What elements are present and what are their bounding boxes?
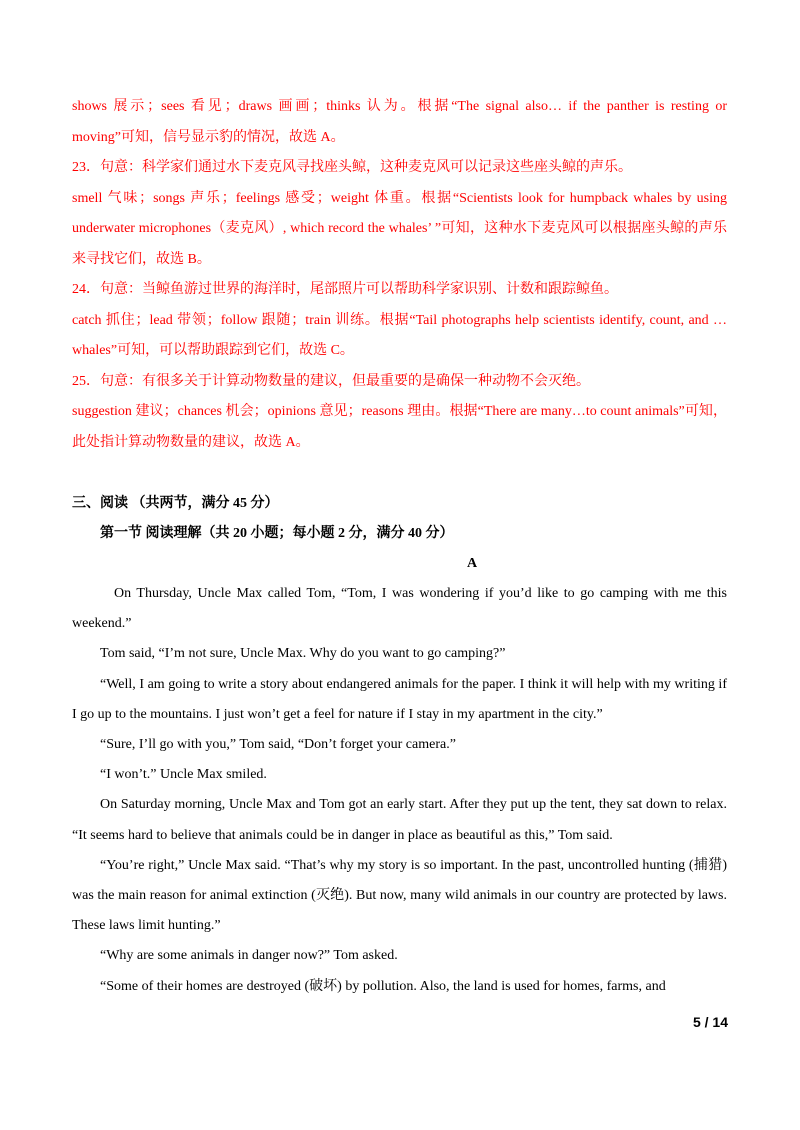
section-subheading: 第一节 阅读理解（共 20 小题；每小题 2 分，满分 40 分）: [100, 526, 454, 541]
paragraph: “Sure, I’ll go with you,” Tom said, “Don’t forget your camera.”: [100, 737, 456, 753]
passage-text: [72, 579, 727, 1002]
answer-line: 25．句意：有很多关于计算动物数量的建议，但最重要的是确保一种动物不会灭绝。: [72, 373, 590, 389]
answer-line: 24．句意：当鲸鱼游过世界的海洋时，尾部照片可以帮助科学家识别、计数和跟踪鲸鱼。: [72, 282, 618, 297]
paragraph: On Thursday, Uncle Max called Tom, “Tom, I was wondering if you’d like to go camping with me this weekend.”: [72, 586, 727, 632]
answer-line: 23．句意：科学家们通过水下麦克风寻找座头鲸，这种麦克风可以记录这些座头鲸的声乐。: [72, 160, 632, 175]
paragraph: “I won’t.” Uncle Max smiled.: [100, 767, 267, 783]
paragraph: “Why are some animals in danger now?” Tom asked.: [100, 948, 398, 964]
passage-label: A: [466, 556, 478, 571]
paragraph: On Saturday morning, Uncle Max and Tom got an early start. After they put up the tent, they sat down to relax. “It seems hard to believe that animals could be in danger in place as beautiful as this,” Tom said.: [72, 797, 727, 843]
answer-explanations: [72, 92, 727, 458]
section-heading: 三、阅读 （共两节，满分 45 分）: [72, 496, 279, 511]
answer-line: suggestion 建议；chances 机会；opinions 意见；reasons 理由。根据“There are many…to count animals”可知，此处指计算动物数量的建议，故选 A。: [72, 404, 727, 450]
paragraph: “Some of their homes are destroyed (破坏) by pollution. Also, the land is used for homes, farms, and: [100, 978, 666, 994]
answer-line: shows 展示；sees 看见；draws 画画；thinks 认为。根据“The signal also… if the panther is resting or moving”可知，信号显示豹的情况，故选 A。: [72, 99, 727, 145]
page-number: 5 / 14: [692, 1014, 728, 1030]
paragraph: Tom said, “I’m not sure, Uncle Max. Why do you want to go camping?”: [100, 646, 506, 662]
answer-line: catch 抓住；lead 带领；follow 跟随；train 训练。根据“Tail photographs help scientists identify, count, and … whales”可知，可以帮助跟踪到它们，故选 C。: [72, 312, 727, 358]
paragraph: “Well, I am going to write a story about endangered animals for the paper. I think it will help with my writing if I go up to the mountains. I just won’t get a feel for nature if I stay in my apartment in the city.”: [72, 676, 727, 722]
answer-line: smell 气味；songs 声乐；feelings 感受；weight 体重。根据“Scientists look for humpback whales by using underwater microphones（麦克风）, which record the whales’ ”可知，这种水下麦克风可以根据座头鲸的声乐来寻找它们，故选 B。: [72, 190, 727, 267]
reading-section: [72, 489, 727, 579]
paragraph: “You’re right,” Uncle Max said. “That’s why my story is so important. In the past, uncontrolled hunting (捕猎) was the main reason for animal extinction (灭绝). But now, many wild animals in our country are protected by laws. These laws limit hunting.”: [72, 857, 727, 934]
document-page: [72, 92, 727, 1002]
